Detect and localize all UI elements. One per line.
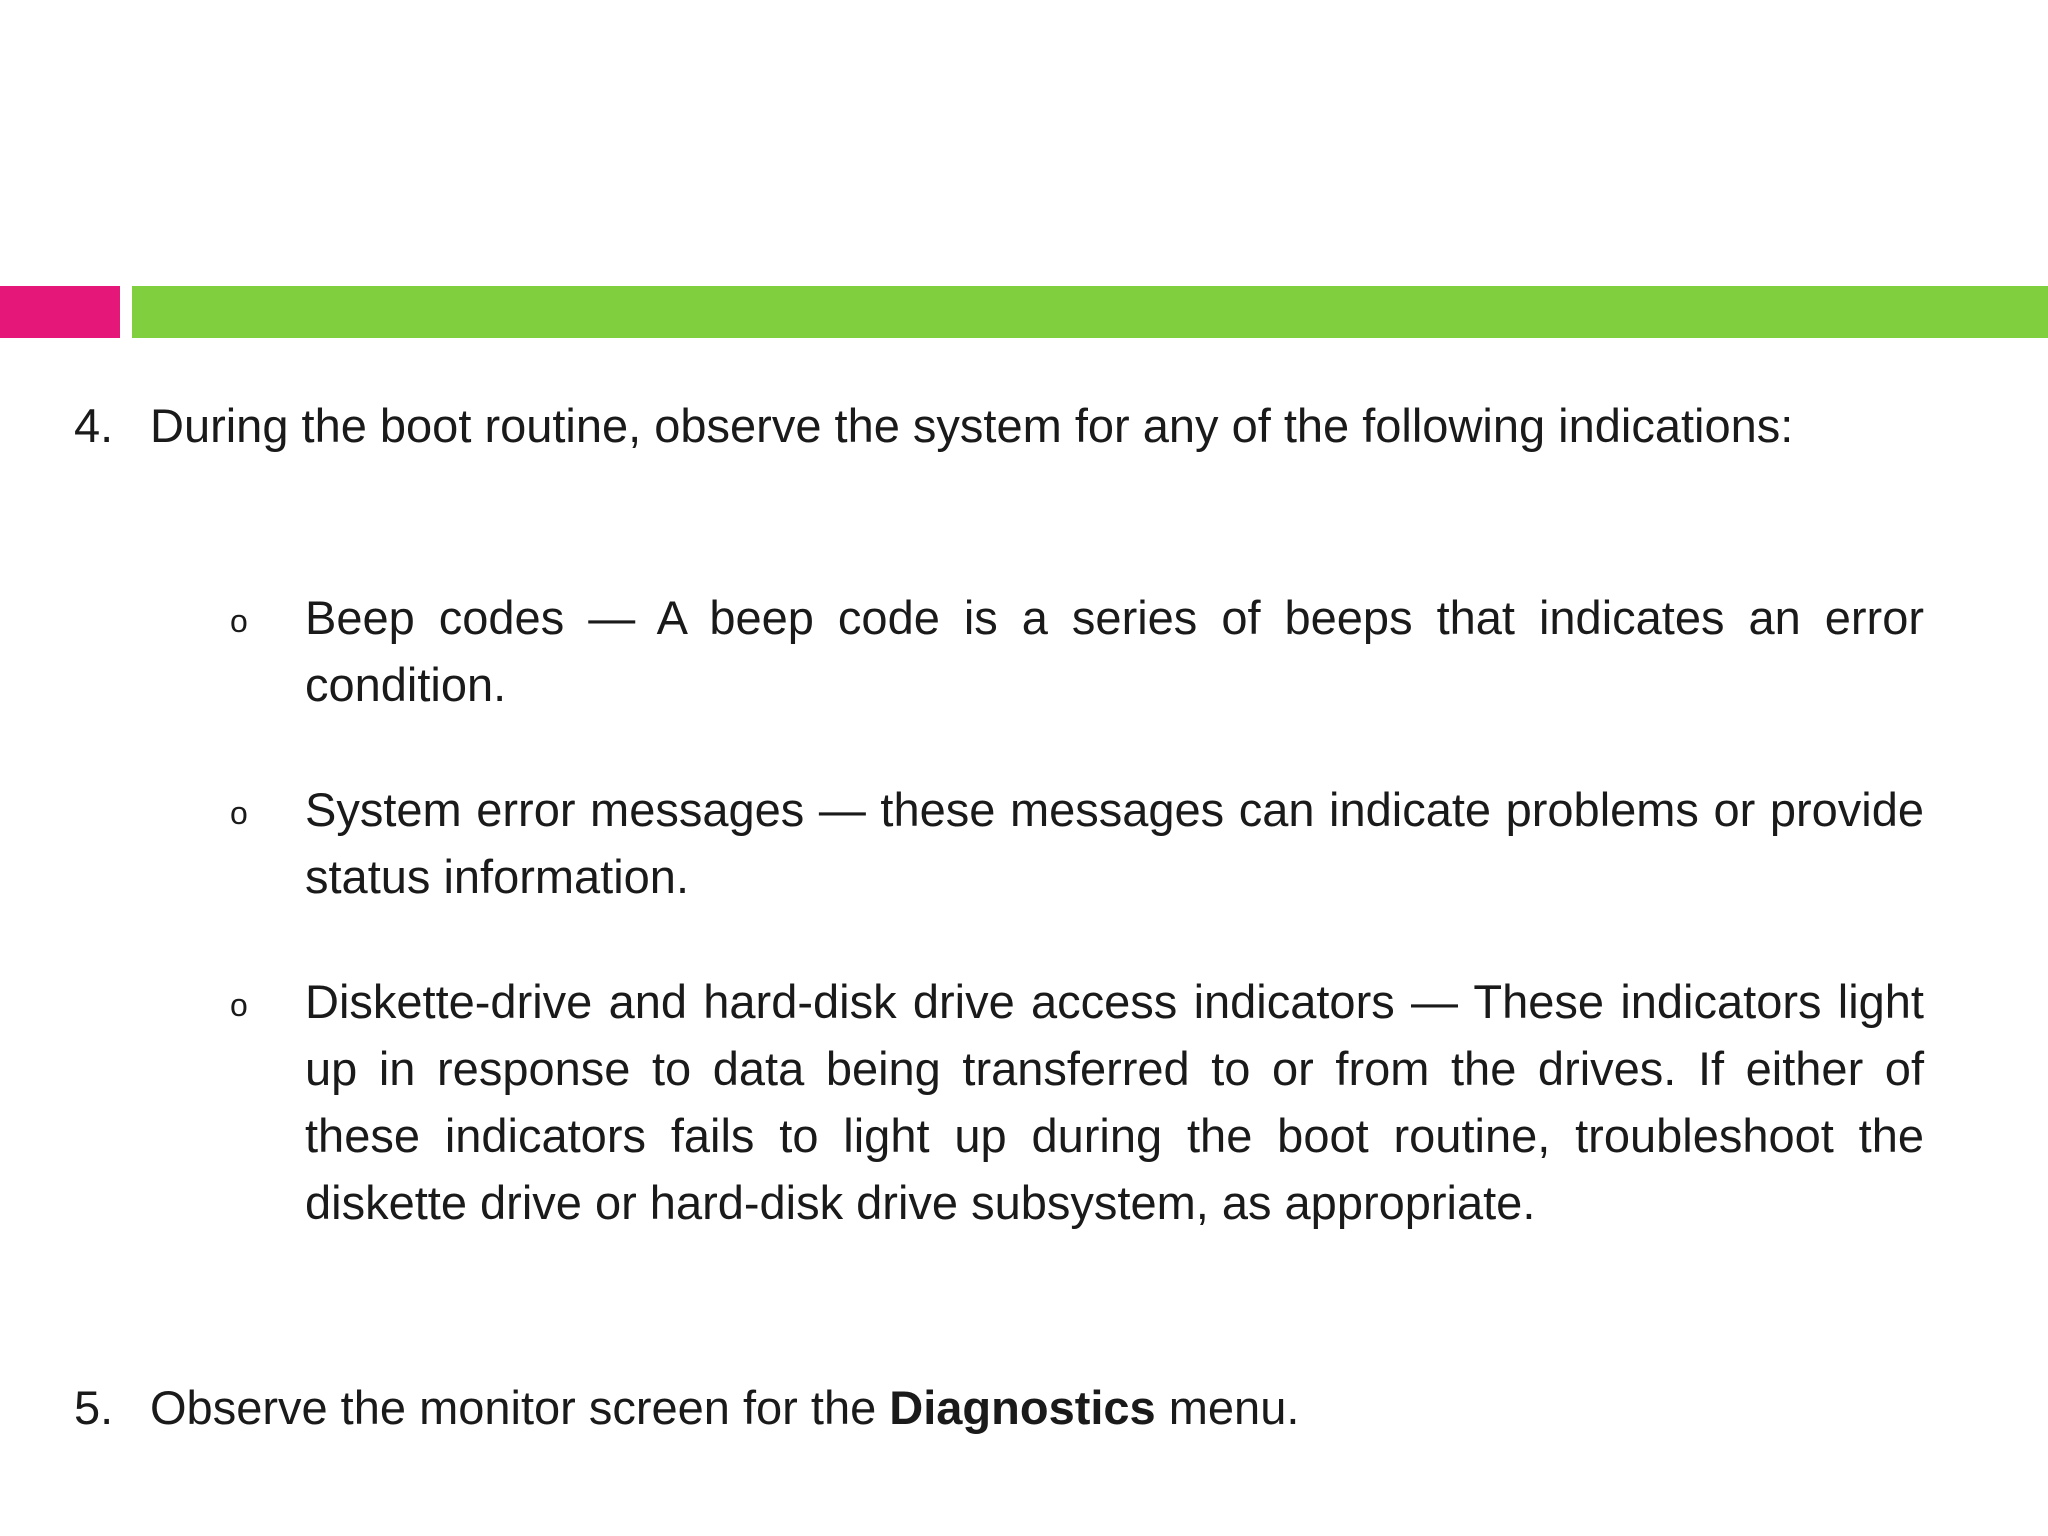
bullet-marker: o [230, 795, 248, 831]
bullet-text: Diskette-drive and hard-disk drive access indicators — These indicators light up in response to data being transferred to or from the drives. If either of these indicators fails to light up during the boot routine, troubleshoot the diskette drive or hard-disk drive subsystem, as appropriate. [305, 975, 1924, 1229]
step-number: 5. [74, 1381, 114, 1434]
step-number: 4. [74, 399, 114, 452]
step-4 [74, 392, 1924, 459]
bullet-text: System error messages — these messages can indicate problems or provide status information. [305, 783, 1924, 903]
step-text-before: Observe the monitor screen for the [150, 1381, 890, 1434]
bullet-marker: o [230, 987, 248, 1023]
bullet-item-system-error-messages [230, 776, 1924, 910]
bullet-item-drive-access-indicators [230, 968, 1924, 1236]
bullet-text: Beep codes — A beep code is a series of beeps that indicates an error condition. [305, 591, 1924, 711]
bullet-item-beep-codes [230, 584, 1924, 718]
diagnostics-menu-name: Diagnostics [889, 1381, 1156, 1434]
step-text [150, 1374, 1924, 1441]
step-5 [74, 1374, 1924, 1441]
step-text-after: menu. [1155, 1381, 1300, 1434]
step-text: During the boot routine, observe the system for any of the following indications: [150, 399, 1794, 452]
bullet-marker: o [230, 603, 248, 639]
